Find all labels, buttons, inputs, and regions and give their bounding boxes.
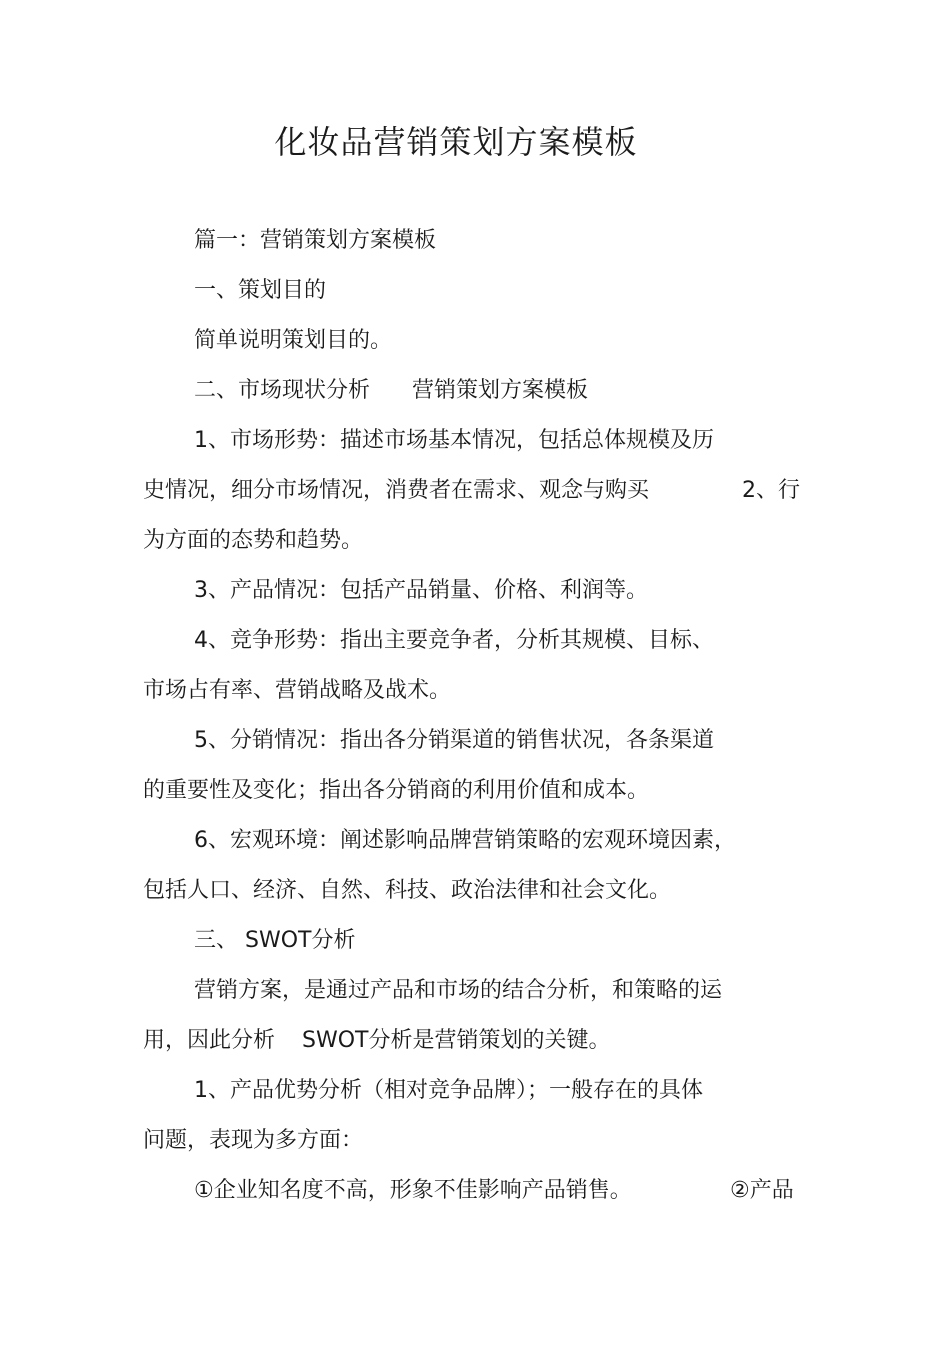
heading-market-analysis: 二、市场现状分析 (194, 378, 371, 403)
document-title: 化妆品营销策划方案模板 (274, 123, 638, 161)
paragraph-line: 问题，表现为多方面： (143, 1128, 364, 1153)
heading-swot-analysis: 三、 SWOT分析 (194, 928, 356, 953)
paragraph-line: 6、宏观环境：阐述影响品牌营销策略的宏观环境因素， (194, 828, 736, 853)
paragraph-line: 5、分销情况：指出各分销渠道的销售状况，各条渠道 (194, 728, 714, 753)
paragraph-line: 简单说明策划目的。 (194, 328, 393, 353)
heading-market-analysis-suffix: 营销策划方案模板 (412, 378, 589, 403)
paragraph-line: 4、竞争形势：指出主要竞争者，分析其规模、目标、 (194, 628, 714, 653)
paragraph-line: 1、产品优势分析（相对竞争品牌）；一般存在的具体 (194, 1078, 703, 1103)
paragraph-line: 营销方案，是通过产品和市场的结合分析，和策略的运 (194, 978, 723, 1003)
paragraph-line: 市场占有率、营销战略及战术。 (143, 678, 452, 703)
section-heading-part-one: 篇一：营销策划方案模板 (194, 228, 437, 253)
heading-planning-purpose: 一、策划目的 (194, 278, 327, 303)
paragraph-line: 1、市场形势：描述市场基本情况，包括总体规模及历 (194, 428, 714, 453)
paragraph-line: 包括人口、经济、自然、科技、政治法律和社会文化。 (143, 878, 672, 903)
paragraph-line: 为方面的态势和趋势。 (143, 528, 364, 553)
paragraph-line: ①企业知名度不高，形象不佳影响产品销售。 (194, 1178, 632, 1203)
paragraph-line: 用，因此分析 (143, 1028, 276, 1053)
paragraph-line-fragment: 2、行 (742, 478, 800, 503)
paragraph-line-fragment: SWOT分析是营销策划的关键。 (302, 1028, 611, 1053)
paragraph-line: 的重要性及变化；指出各分销商的利用价值和成本。 (143, 778, 650, 803)
paragraph-line: 史情况，细分市场情况，消费者在需求、观念与购买 (143, 478, 650, 503)
paragraph-line-fragment: ②产品 (730, 1178, 794, 1203)
paragraph-line: 3、产品情况：包括产品销量、价格、利润等。 (194, 578, 648, 603)
